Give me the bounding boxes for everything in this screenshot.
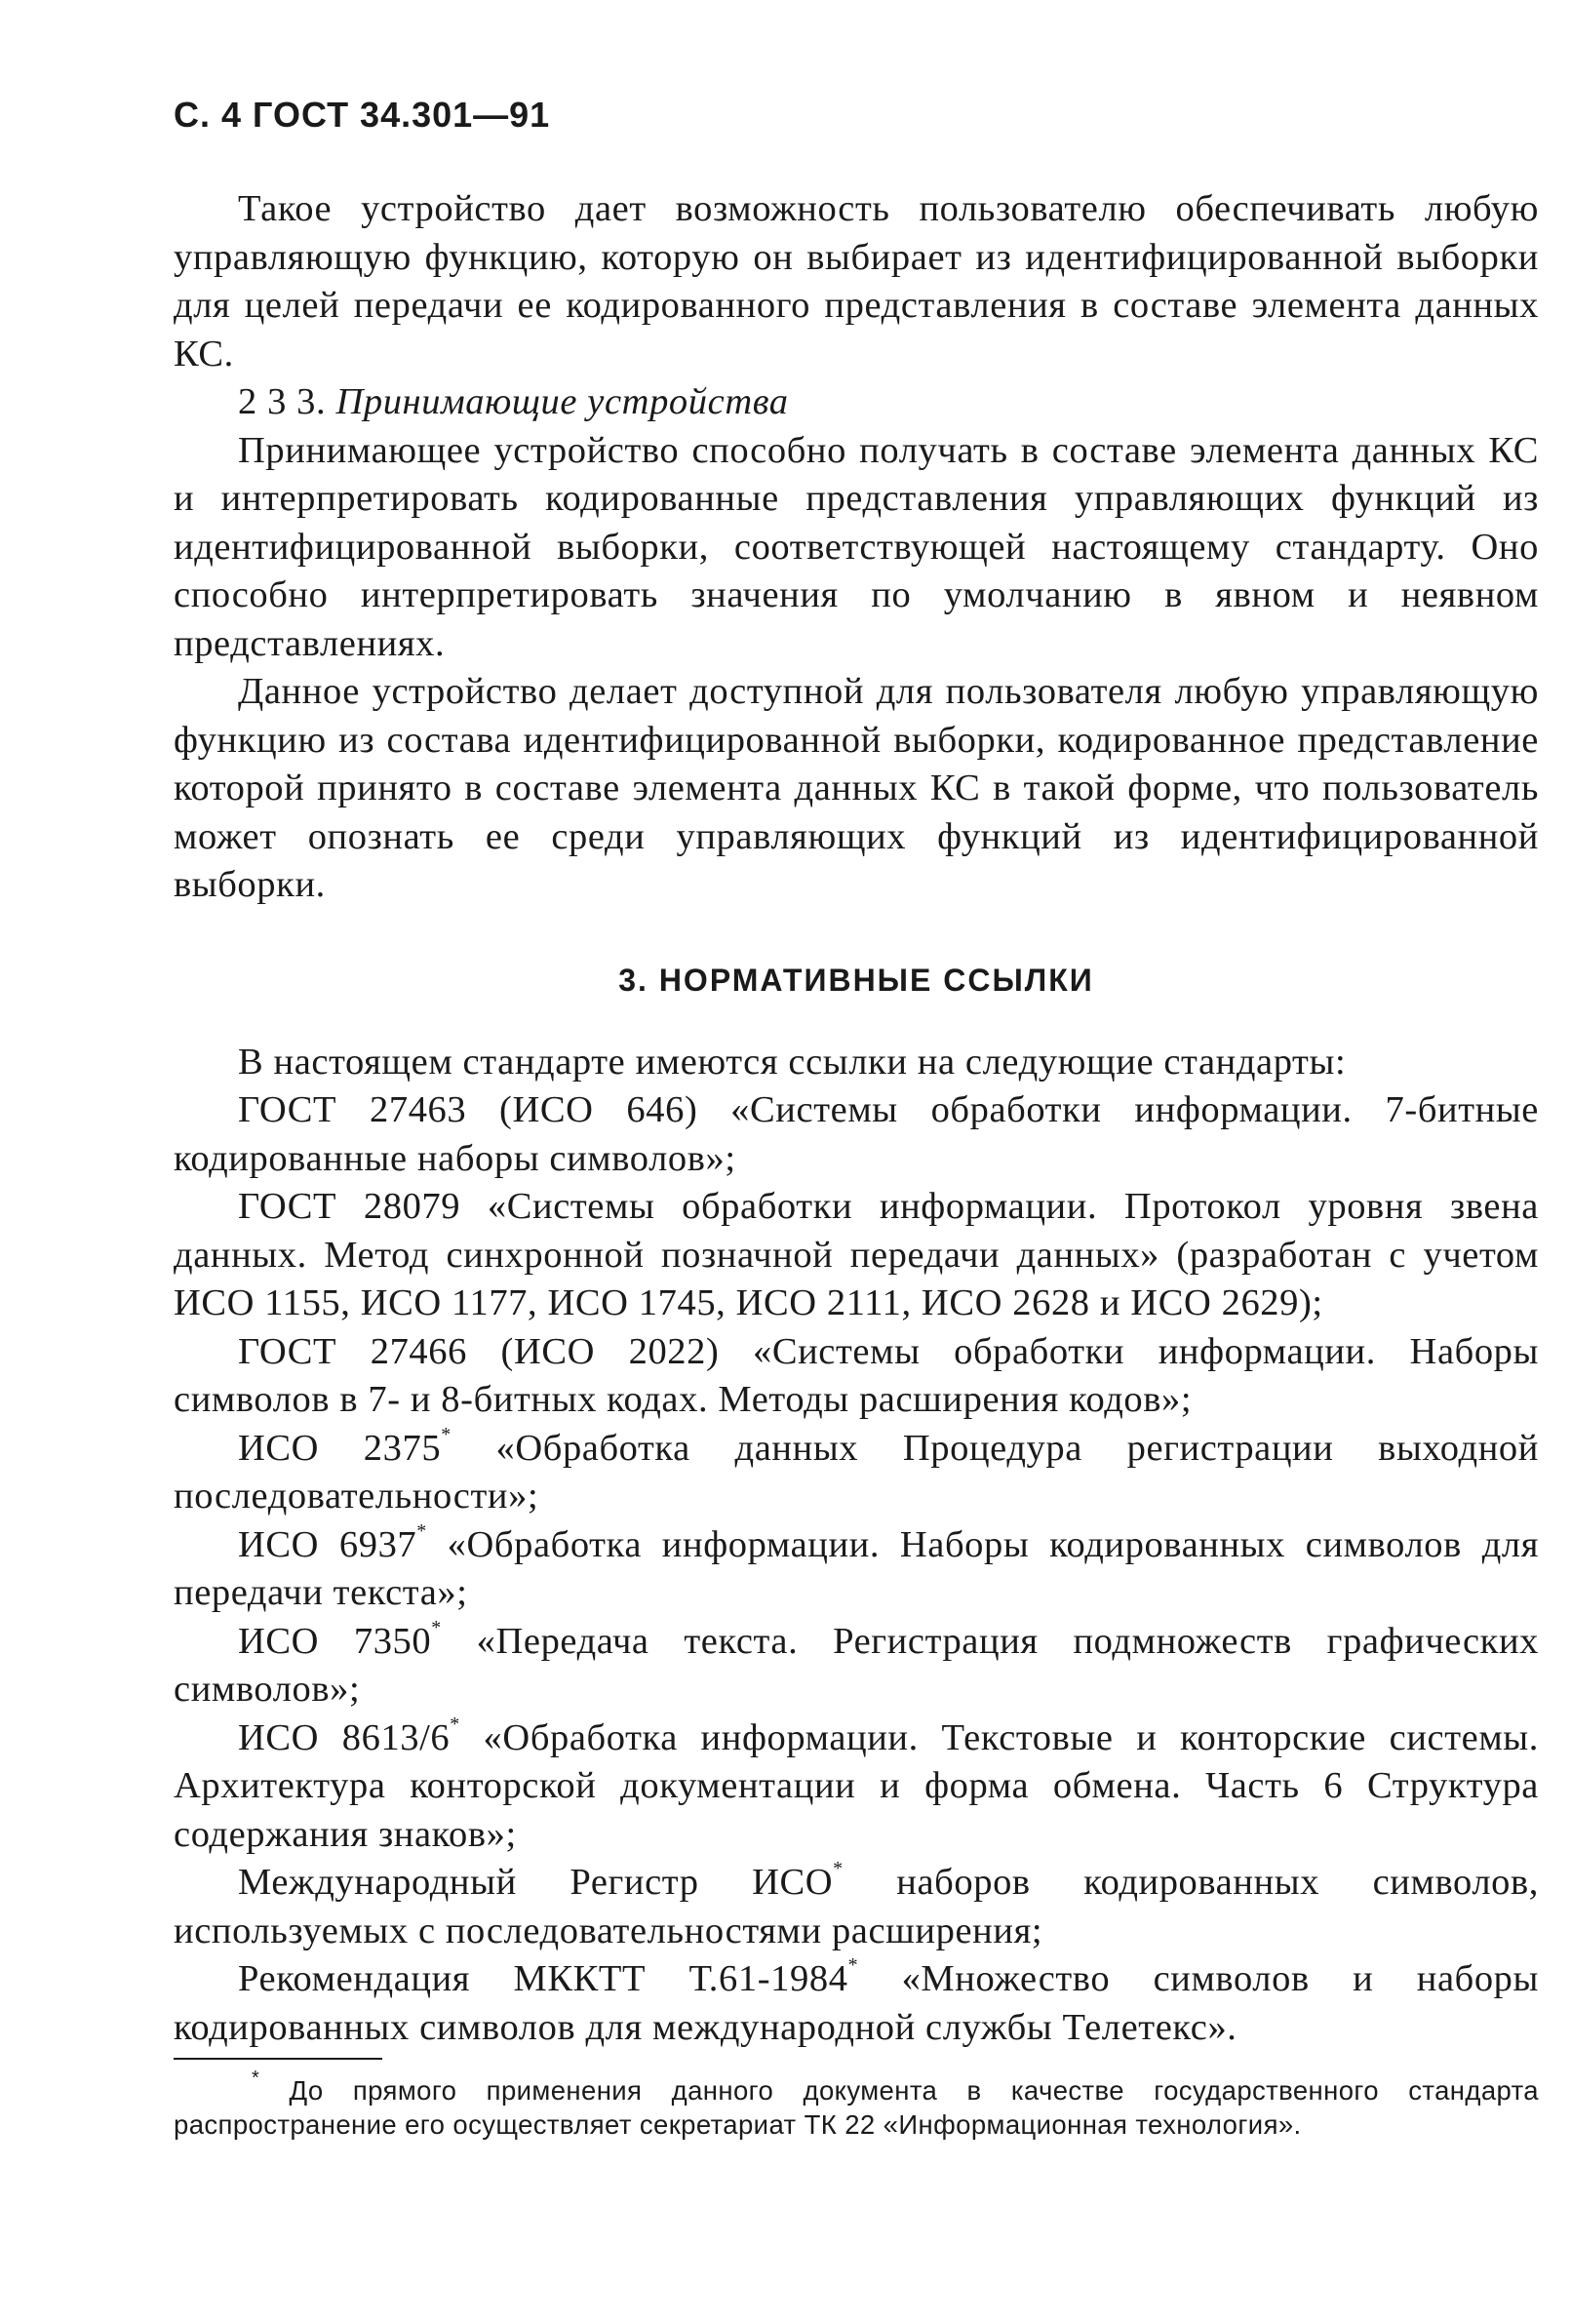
footnote-marker: *	[450, 1713, 460, 1735]
footnote-divider	[174, 2058, 382, 2060]
page-header: С. 4 ГОСТ 34.301—91	[174, 95, 551, 135]
reference-item	[174, 1618, 1539, 1714]
reference-title: «Обработка информации. Текстовые и конторские системы. Архитектура конторской документации и форма обмена. Часть 6 Структура содержания знаков»;	[174, 1716, 1539, 1855]
reference-code: Рекомендация МККТТ Т.61-1984	[238, 1958, 848, 1999]
footnote-text: До прямого применения данного документа в качестве государственного стандарта распространение его осуществляет секретариат ТК 22 «Информационная технология».	[174, 2075, 1539, 2140]
reference-item: ГОСТ 27463 (ИСО 646) «Системы обработки информации. 7-битные кодированные наборы символов»;	[174, 1089, 1539, 1179]
subsection-heading	[174, 378, 1539, 427]
paragraph: Данное устройство делает доступной для пользователя любую управляющую функцию из состава идентифицированной выборки, кодированное представление которой принято в составе элемента данных КС в такой форме, что пользователь может опознать ее среди управляющих функций из идентифицированной выборки.	[174, 671, 1539, 905]
reference-title: «Множество символов и наборы кодированных символов для международной службы Телетекс».	[174, 1958, 1539, 2048]
reference-code: ИСО 7350	[238, 1620, 432, 1662]
reference-item: ГОСТ 28079 «Системы обработки информации. Протокол уровня звена данных. Метод синхронной позначной передачи данных» (разработан с учетом ИСО 1155, ИСО 1177, ИСО 1745, ИСО 2111, ИСО 2628 и ИСО 2629);	[174, 1186, 1539, 1323]
footnote-marker: *	[847, 1954, 859, 1977]
reference-item	[174, 1714, 1539, 1860]
footnote-marker: *	[441, 1423, 452, 1445]
footnote-marker: *	[416, 1519, 427, 1542]
footnote-marker: *	[252, 2067, 260, 2089]
reference-item	[174, 1425, 1539, 1521]
footnote-marker: *	[431, 1616, 442, 1638]
reference-item: ГОСТ 27466 (ИСО 2022) «Системы обработки информации. Наборы символов в 7- и 8-битных кодах. Методы расширения кодов»;	[174, 1330, 1539, 1420]
reference-item	[174, 1521, 1539, 1618]
footnote-marker: *	[833, 1858, 844, 1880]
section-title: 3. НОРМАТИВНЫЕ ССЫЛКИ	[618, 962, 1094, 998]
subsection-number: 2 3 3.	[238, 381, 336, 422]
footnote	[174, 2067, 1539, 2142]
references-intro: В настоящем стандарте имеются ссылки на следующие стандарты:	[238, 1041, 1347, 1083]
subsection-title: Принимающие устройства	[335, 381, 789, 422]
reference-title: «Передача текста. Регистрация подмножеств графических символов»;	[174, 1620, 1540, 1710]
reference-code: Международный Регистр ИСО	[238, 1862, 834, 1903]
document-page	[174, 94, 1539, 2142]
reference-code: ИСО 8613/6	[238, 1716, 451, 1758]
paragraph: Принимающее устройство способно получать в составе элемента данных КС и интерпретировать кодированные представления управляющих функций из идентифицированной выборки, соответствующей настоящему стандарту. Оно способно интерпретировать значения по умолчанию в явном и неявном представлениях.	[174, 429, 1539, 664]
reference-title: «Обработка данных Процедура регистрации выходной последовательности»;	[174, 1427, 1539, 1517]
paragraph: Такое устройство дает возможность пользователю обеспечивать любую управляющую функцию, которую он выбирает из идентифицированной выборки для целей передачи ее кодированного представления в составе элемента данных КС.	[174, 188, 1539, 374]
reference-item	[174, 1955, 1539, 2052]
reference-item	[174, 1859, 1539, 1955]
reference-code: ИСО 6937	[238, 1523, 417, 1565]
reference-title: наборов кодированных символов, используемых с последовательностями расширения;	[174, 1862, 1539, 1951]
reference-code: ИСО 2375	[238, 1427, 442, 1469]
reference-title: «Обработка информации. Наборы кодированных символов для передачи текста»;	[174, 1523, 1540, 1613]
